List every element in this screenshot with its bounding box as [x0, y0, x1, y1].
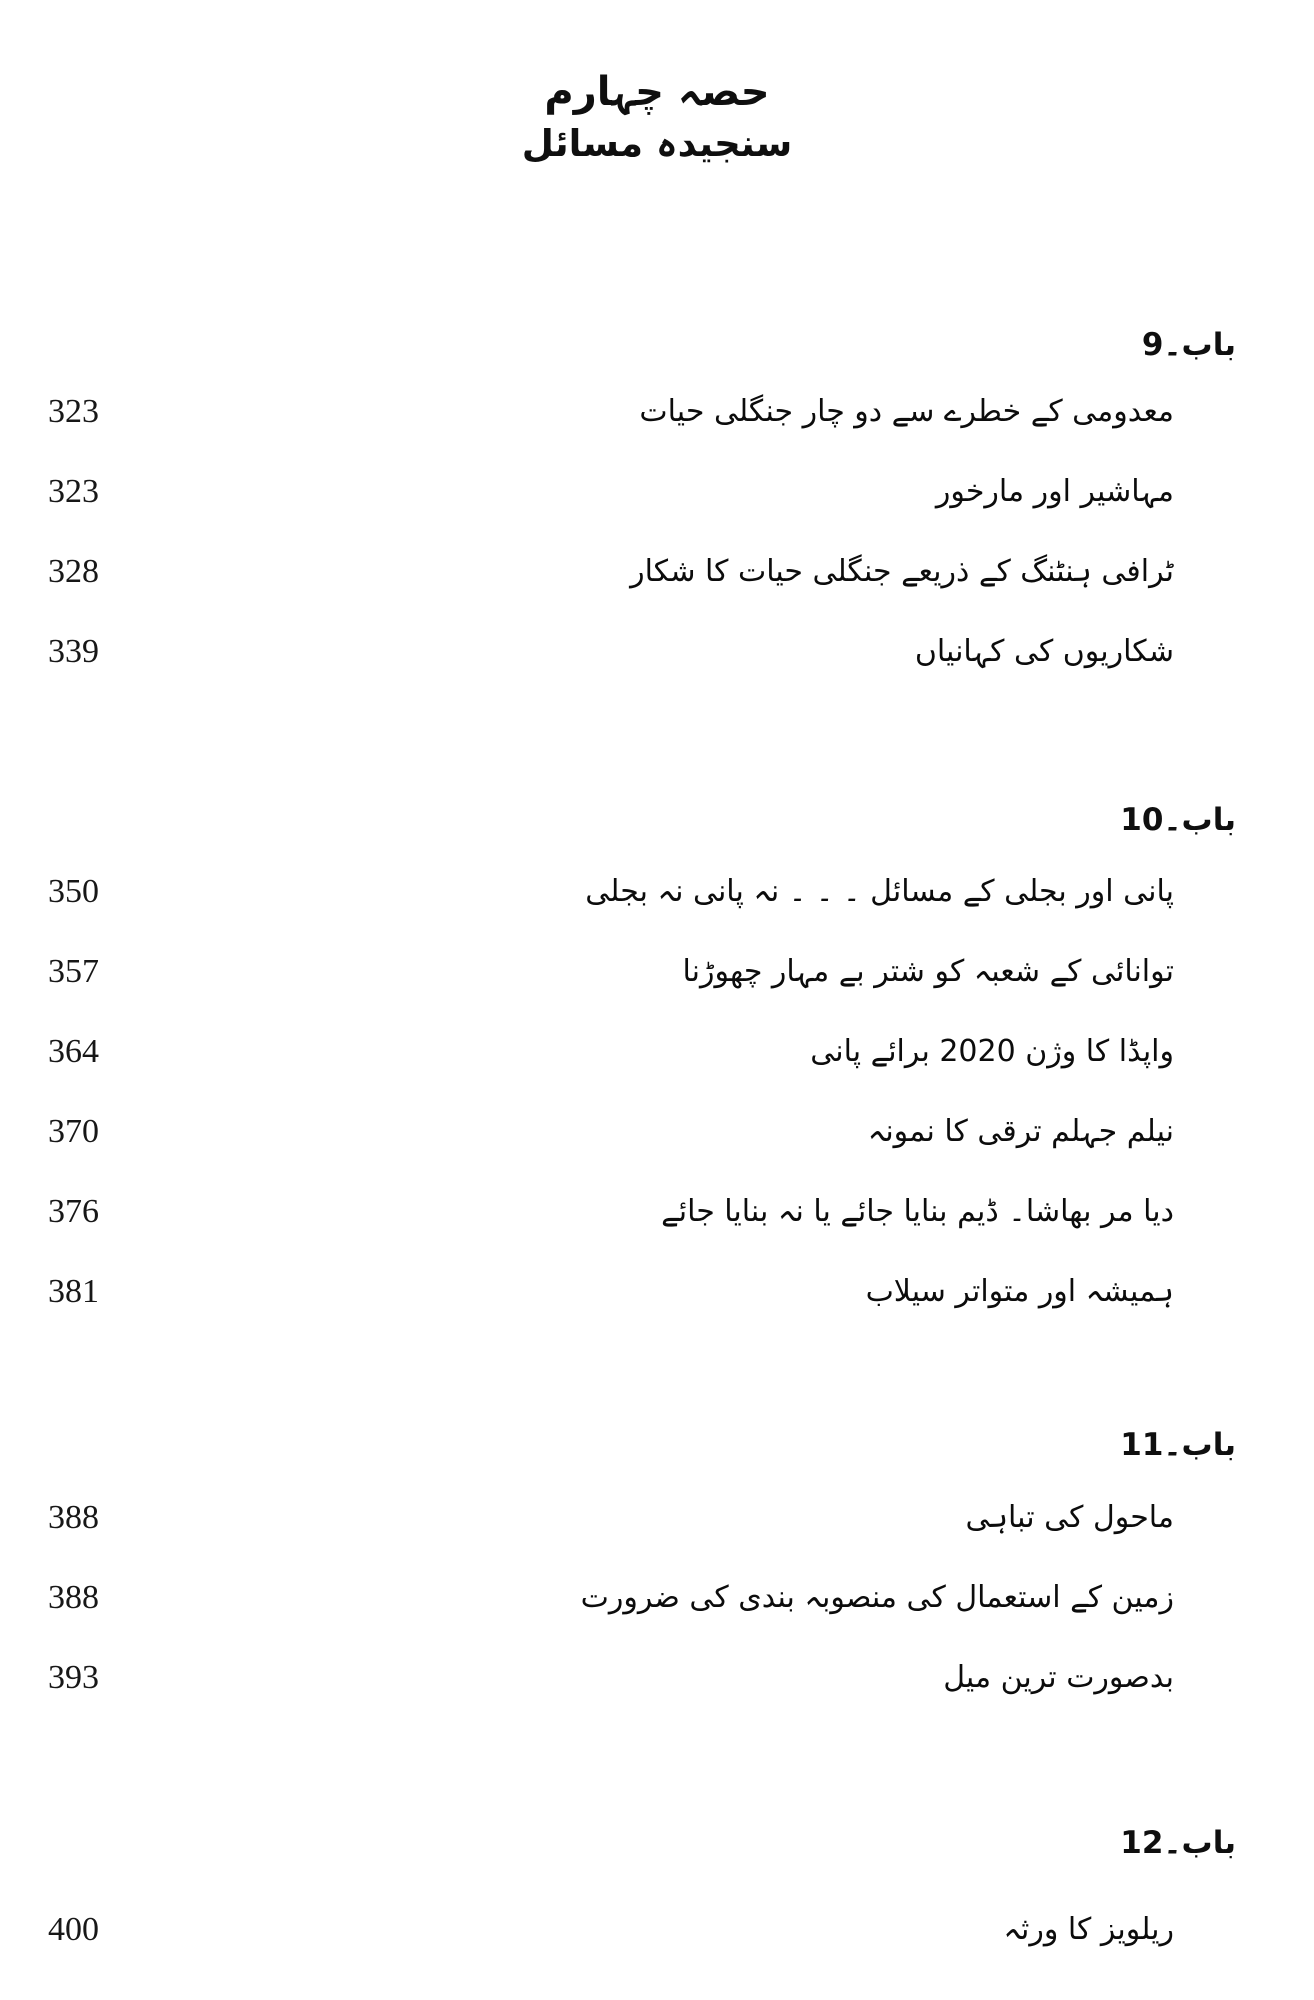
- entry-title: بدصورت ترین میل: [943, 1659, 1174, 1695]
- page-number: 328: [48, 553, 99, 590]
- chapter-11-heading: باب۔11: [1120, 1427, 1236, 1463]
- entry-title: پانی اور بجلی کے مسائل ۔ ۔ ۔ نہ پانی نہ بجلی: [585, 873, 1174, 909]
- toc-entry: [0, 1890, 1314, 1970]
- toc-entry: [0, 532, 1314, 612]
- toc-entry: [0, 1092, 1314, 1172]
- toc-entry: [0, 852, 1314, 932]
- entry-title: واپڈا کا وژن 2020 برائے پانی: [810, 1033, 1174, 1069]
- chapter-10-entries: [0, 852, 1314, 1332]
- toc-entry: [0, 1012, 1314, 1092]
- page-number: 388: [48, 1499, 99, 1536]
- page-number: 370: [48, 1113, 99, 1150]
- part-header: [0, 68, 1314, 166]
- part-subtitle: سنجیدہ مسائل: [521, 122, 793, 165]
- toc-entry: [0, 372, 1314, 452]
- entry-title: نیلم جہلم ترقی کا نمونہ: [867, 1113, 1174, 1149]
- entry-title: ماحول کی تباہی: [965, 1499, 1174, 1535]
- page-number: 381: [48, 1273, 99, 1310]
- entry-title: ریلویز کا ورثہ: [1003, 1911, 1174, 1947]
- toc-entry: [0, 612, 1314, 692]
- page-number: 323: [48, 473, 99, 510]
- entry-title: دیا مر بھاشا۔ ڈیم بنایا جائے یا نہ بنایا جائے: [661, 1193, 1174, 1229]
- toc-entry: [0, 452, 1314, 532]
- page-number: 350: [48, 873, 99, 910]
- entry-title: ٹرافی ہنٹنگ کے ذریعے جنگلی حیات کا شکار: [630, 553, 1174, 589]
- toc-entry: [0, 1172, 1314, 1252]
- page-number: 376: [48, 1193, 99, 1230]
- entry-title: مہاشیر اور مارخور: [935, 473, 1174, 509]
- toc-entry: [0, 1252, 1314, 1332]
- page-number: 357: [48, 953, 99, 990]
- chapter-9-heading: باب۔9: [1141, 327, 1236, 363]
- chapter-10-heading: باب۔10: [1120, 802, 1236, 838]
- part-title: حصہ چہارم: [544, 69, 770, 115]
- toc-entry: [0, 932, 1314, 1012]
- entry-title: شکاریوں کی کہانیاں: [914, 633, 1174, 669]
- chapter-12-heading: باب۔12: [1120, 1825, 1236, 1861]
- page-number: 364: [48, 1033, 99, 1070]
- chapter-9-entries: [0, 372, 1314, 692]
- chapter-11-entries: [0, 1478, 1314, 1718]
- page-number: 393: [48, 1659, 99, 1696]
- toc-entry: [0, 1558, 1314, 1638]
- page-number: 323: [48, 393, 99, 430]
- page-number: 388: [48, 1579, 99, 1616]
- entry-title: زمین کے استعمال کی منصوبہ بندی کی ضرورت: [580, 1579, 1174, 1615]
- toc-entry: [0, 1638, 1314, 1718]
- page-number: 339: [48, 633, 99, 670]
- entry-title: معدومی کے خطرے سے دو چار جنگلی حیات: [639, 393, 1174, 429]
- entry-title: ہمیشہ اور متواتر سیلاب: [865, 1273, 1174, 1309]
- toc-entry: [0, 1478, 1314, 1558]
- entry-title: توانائی کے شعبہ کو شتر بے مہار چھوڑنا: [682, 953, 1174, 989]
- chapter-12-entries: [0, 1890, 1314, 1970]
- page-number: 400: [48, 1911, 99, 1948]
